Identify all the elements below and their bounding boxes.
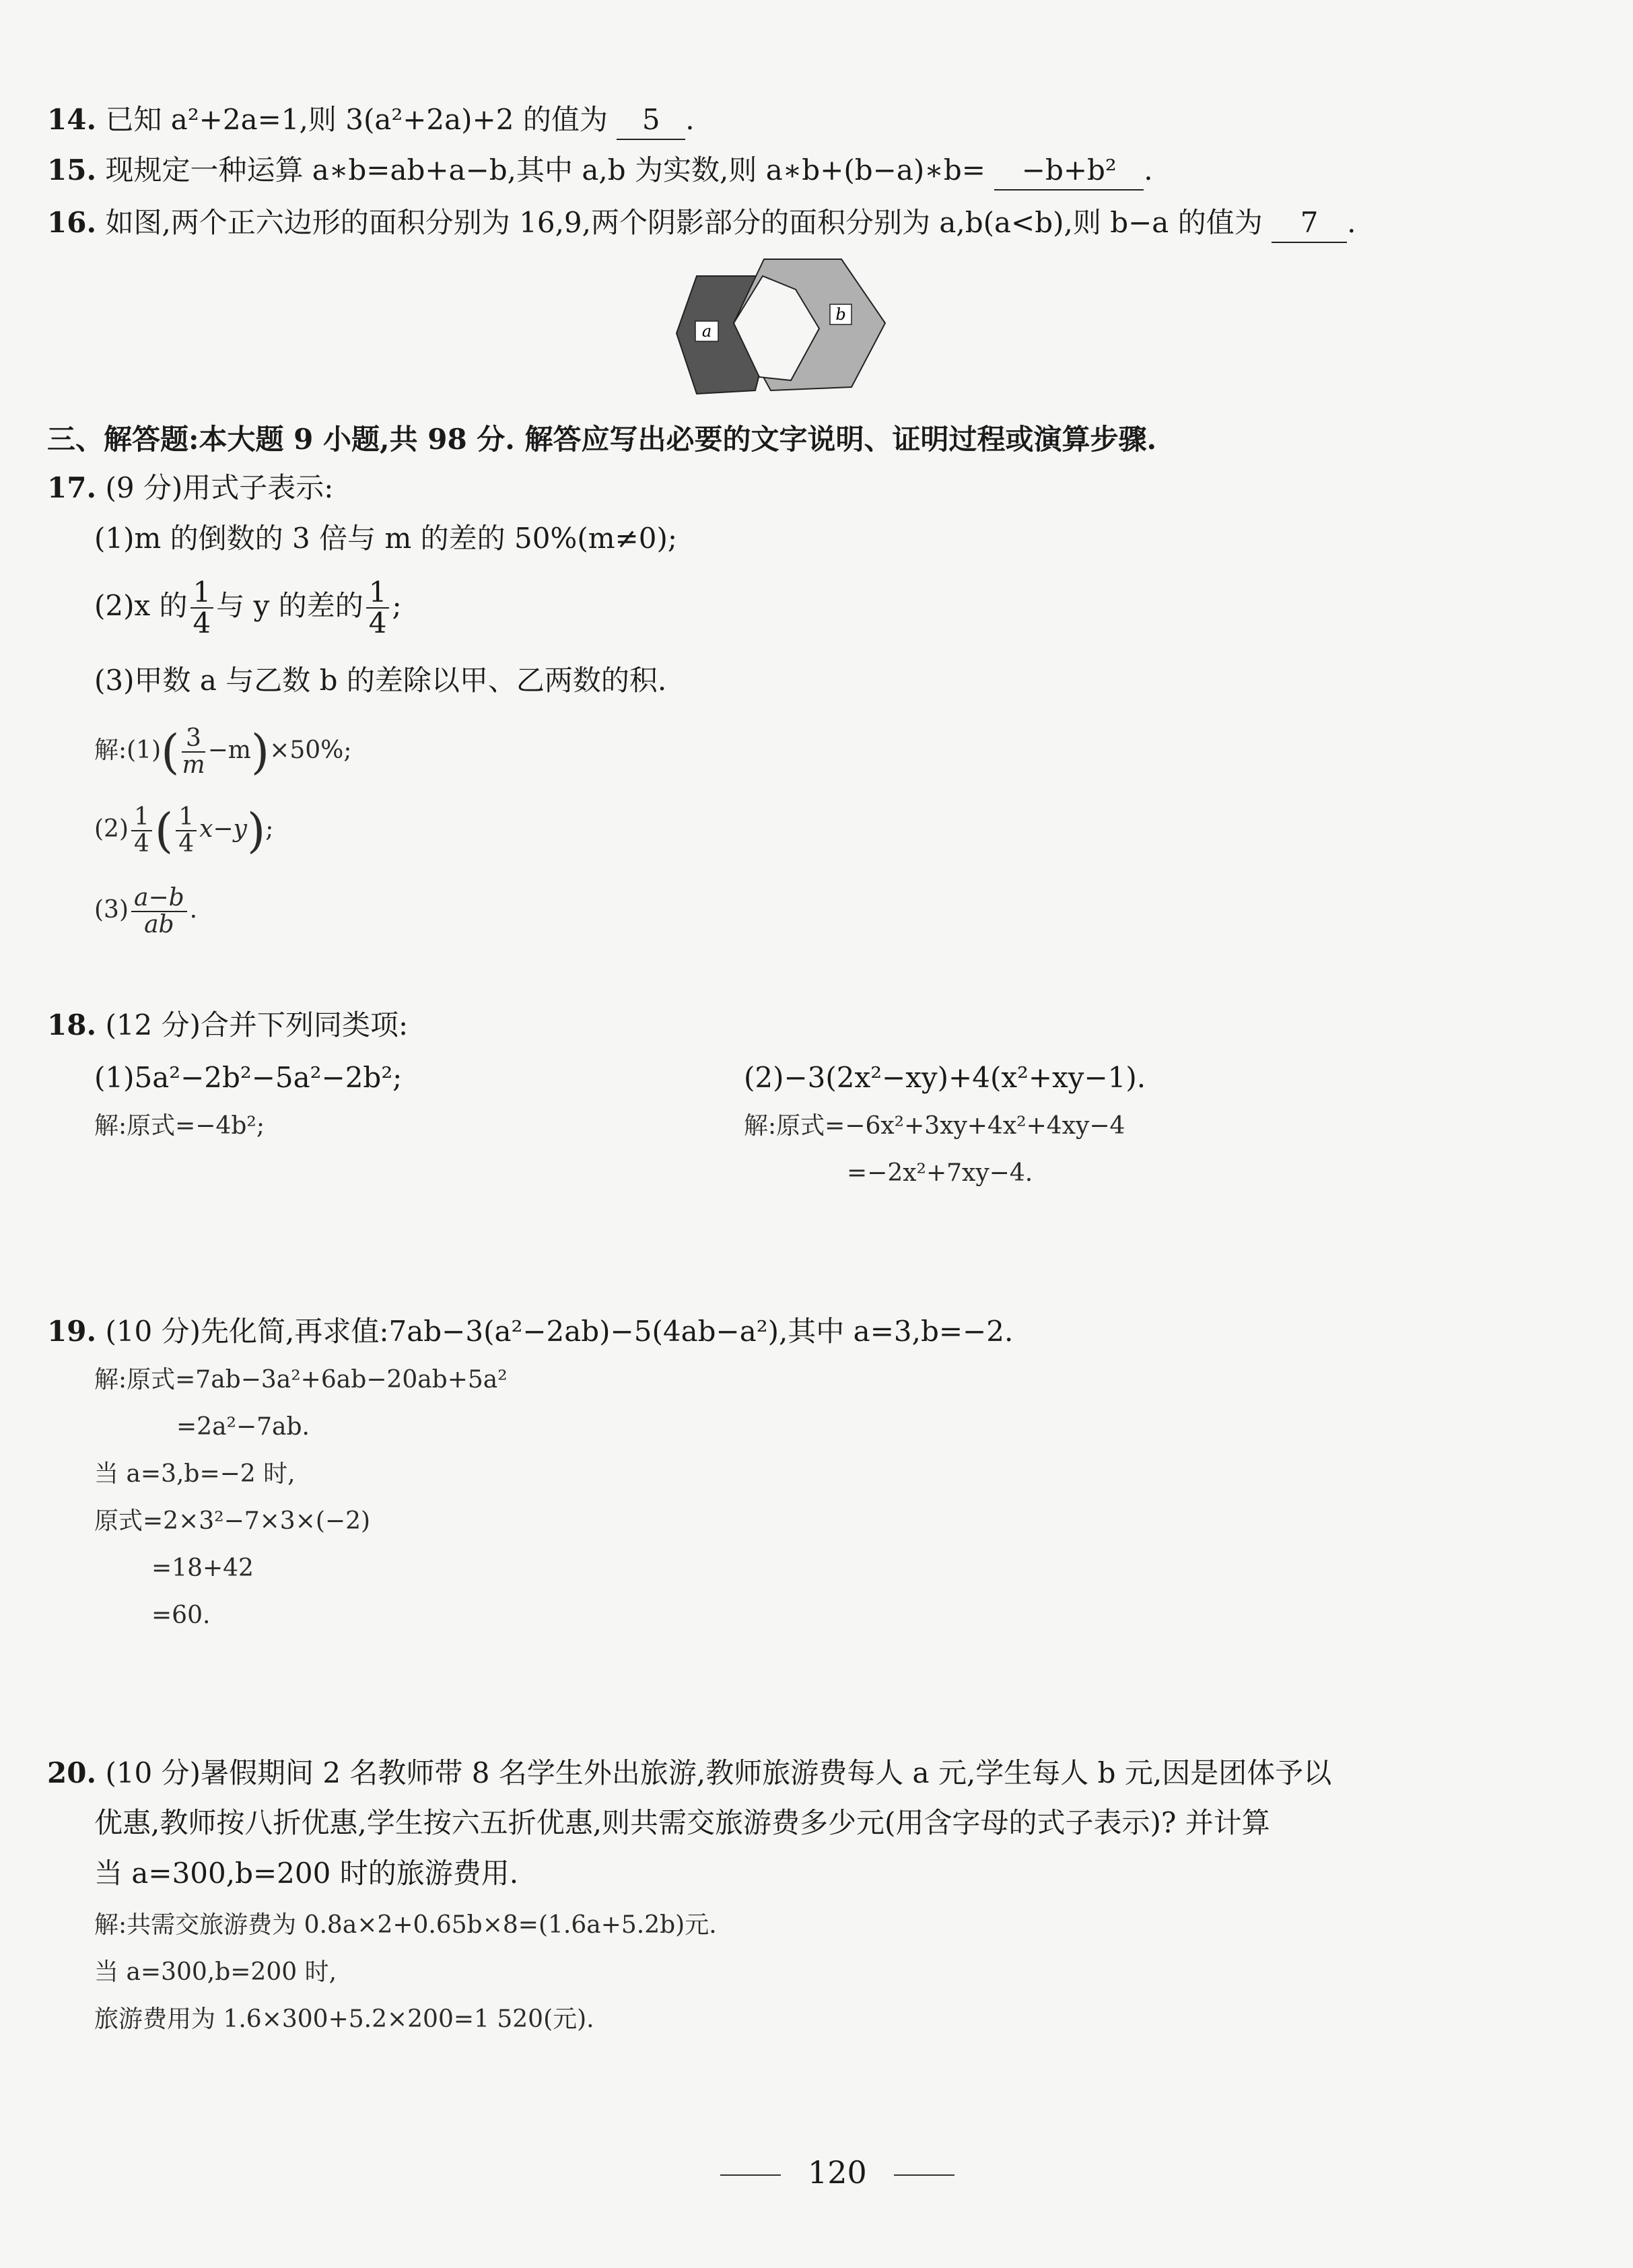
answer-blank: −b+b² [994, 151, 1144, 191]
fraction-3-over-m [182, 726, 205, 778]
question-20-line-3: 当 a=300,b=200 时的旅游费用. [94, 1857, 519, 1890]
part-2-text-b: 与 y 的差的 [216, 589, 363, 623]
fraction-a-minus-b-over-ab [131, 885, 187, 938]
q18-solution-2a: 解:原式=−6x²+3xy+4x²+4xy−4 [744, 1112, 1125, 1140]
solution-end: ×50%; [269, 736, 352, 764]
question-text: 如图,两个正六边形的面积分别为 16,9,两个阴影部分的面积分别为 a,b(a<b),则 b−a 的值为 [105, 206, 1263, 239]
part-2-end: ; [392, 589, 402, 623]
question-15 [47, 151, 1153, 191]
fraction-quarter [190, 578, 214, 638]
answer-blank: 5 [617, 101, 685, 140]
page-number: 120 [808, 2154, 867, 2191]
numerator: 1 [131, 804, 152, 831]
denominator: 4 [178, 829, 195, 858]
denominator: ab [144, 910, 174, 938]
q17-part-1: (1)m 的倒数的 3 倍与 m 的差的 50%(m≠0); [94, 522, 677, 555]
question-number: 19. [47, 1315, 97, 1348]
numerator: 1 [366, 578, 390, 609]
question-20-line-1 [47, 1754, 1331, 1792]
q20-solution-1: 解:共需交旅游费为 0.8a×2+0.65b×8=(1.6a+5.2b)元. [94, 1911, 717, 1939]
label-b: b [835, 305, 846, 324]
answer-blank: 7 [1272, 204, 1347, 243]
q17-solution-3 [94, 885, 197, 938]
question-text: 已知 a²+2a=1,则 3(a²+2a)+2 的值为 [105, 103, 608, 136]
question-text: (9 分)用式子表示: [105, 471, 334, 504]
question-19-head [47, 1313, 1013, 1350]
numerator: 1 [190, 578, 214, 609]
denominator: 4 [193, 607, 211, 640]
fraction-quarter [131, 804, 152, 857]
question-number: 20. [47, 1756, 97, 1789]
question-number: 14. [47, 103, 97, 136]
numerator: 3 [182, 726, 205, 753]
q20-solution-2: 当 a=300,b=200 时, [94, 1958, 337, 1986]
footer-dash-left [720, 2174, 781, 2176]
solution-expression: x−y [199, 815, 247, 843]
q18-part-1: (1)5a²−2b²−5a²−2b²; [94, 1061, 403, 1094]
question-20-line-2: 优惠,教师按八折优惠,学生按六五折优惠,则共需交旅游费多少元(用含字母的式子表示)? 并计算 [94, 1806, 1270, 1839]
question-number: 15. [47, 153, 97, 186]
q19-line-4: 原式=2×3²−7×3×(−2) [94, 1507, 371, 1535]
question-text: 现规定一种运算 a∗b=ab+a−b,其中 a,b 为实数,则 a∗b+(b−a)∗b= [105, 153, 985, 186]
q20-solution-3: 旅游费用为 1.6×300+5.2×200=1 520(元). [94, 2005, 594, 2033]
question-number: 16. [47, 206, 97, 239]
question-18-head [47, 1006, 408, 1044]
solution-end: . [189, 895, 198, 924]
solution-end: ; [265, 815, 274, 843]
solution-prefix: 解:(1) [94, 736, 162, 764]
q17-part-2 [94, 578, 402, 638]
question-17-head [47, 469, 333, 507]
denominator: 4 [368, 607, 387, 640]
solution-prefix: (2) [94, 815, 129, 843]
question-number: 18. [47, 1008, 97, 1041]
q19-line-5: =18+42 [151, 1554, 254, 1582]
numerator: a−b [131, 885, 187, 912]
denominator: m [182, 751, 205, 779]
question-text: (10 分)先化简,再求值:7ab−3(a²−2ab)−5(4ab−a²),其中 a=3,b=−2. [105, 1315, 1014, 1348]
label-a: a [701, 322, 712, 341]
q18-part-2: (2)−3(2x²−xy)+4(x²+xy−1). [744, 1061, 1146, 1094]
solution-prefix: (3) [94, 895, 129, 924]
page-footer [693, 2154, 981, 2191]
question-text: (10 分)暑假期间 2 名教师带 8 名学生外出旅游,教师旅游费每人 a 元,学生每人 b 元,因是团体予以 [105, 1756, 1332, 1789]
q18-solution-1: 解:原式=−4b²; [94, 1112, 265, 1140]
solution-middle: −m [207, 736, 251, 764]
question-16 [47, 204, 1356, 243]
question-text: (12 分)合并下列同类项: [105, 1008, 409, 1041]
q17-part-3: (3)甲数 a 与乙数 b 的差除以甲、乙两数的积. [94, 664, 667, 697]
q19-line-2: =2a²−7ab. [176, 1413, 310, 1441]
end-punct: . [1347, 206, 1356, 239]
hexagon-figure [670, 249, 892, 401]
part-2-text-a: (2)x 的 [94, 589, 188, 623]
q19-line-3: 当 a=3,b=−2 时, [94, 1460, 296, 1488]
denominator: 4 [134, 829, 149, 858]
end-punct: . [1144, 153, 1153, 186]
fraction-quarter [176, 804, 197, 857]
q18-solution-2b: =−2x²+7xy−4. [847, 1159, 1033, 1187]
end-punct: . [685, 103, 695, 136]
q17-solution-2: (2) $\frac{1}{4}$ ( $\frac{1}{4}$ x−y); [94, 802, 274, 858]
q19-line-6: =60. [151, 1602, 211, 1629]
numerator: 1 [176, 804, 197, 831]
footer-dash-right [894, 2174, 954, 2176]
fraction-quarter [366, 578, 390, 638]
q19-line-1: 解:原式=7ab−3a²+6ab−20ab+5a² [94, 1366, 508, 1394]
section-3-heading: 三、解答题:本大题 9 小题,共 98 分. 解答应写出必要的文字说明、证明过程或演算步骤. [47, 423, 1157, 456]
question-number: 17. [47, 471, 97, 504]
q17-solution-1: 解:(1)( $\frac{3}{m}$ −m)×50%; [94, 724, 352, 780]
question-14 [47, 101, 695, 140]
